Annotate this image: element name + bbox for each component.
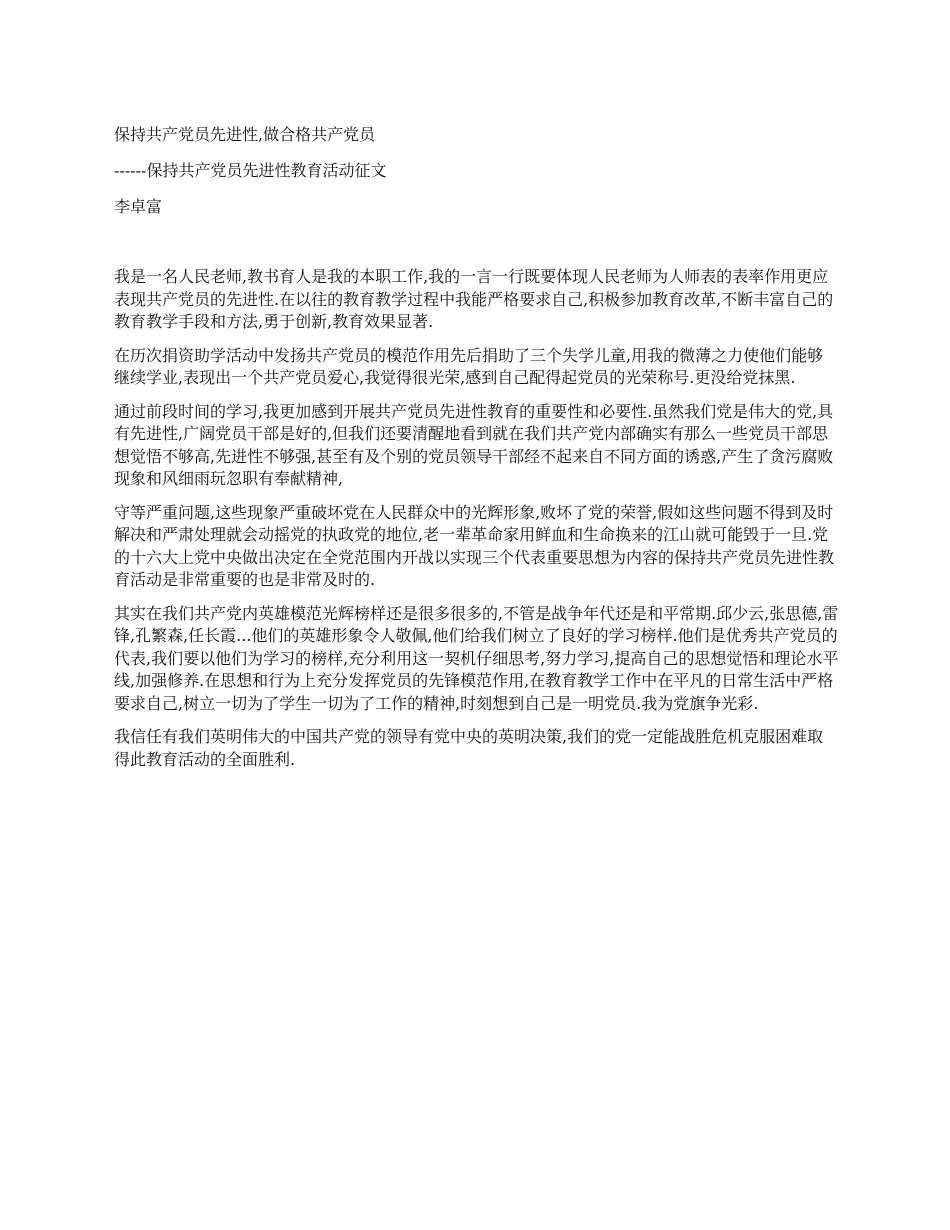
document-author: 李卓富 [114,197,163,216]
paragraph-4: 守等严重问题,这些现象严重破坏党在人民群众中的光辉形象,败坏了党的荣誉,假如这些问题不得到及时解决和严肃处理就会动摇党的执政党的地位,老一辈革命家用鲜血和生命换来的江山就可能毁于一旦.党的十六大上党中央做出决定在全党范围内开战以实现三个代表重要思想为内容的保持共产党员先进性教育活动是非常重要的也是非常及时的. [114,502,835,589]
paragraph-3: 通过前段时间的学习,我更加感到开展共产党员先进性教育的重要性和必要性.虽然我们党是伟大的党,具有先进性,广阔党员干部是好的,但我们还要清醒地看到就在我们共产党内部确实有那么一些党员干部思想觉悟不够高,先进性不够强,甚至有及个别的党员领导干部经不起来自不同方面的诱惑,产生了贪污腐败现象和风细雨玩忽职有奉献精神, [114,401,834,488]
paragraph-2: 在历次捐资助学活动中发扬共产党员的模范作用先后捐助了三个失学儿童,用我的微薄之力使他们能够继续学业,表现出一个共产党员爱心,我觉得很光荣,感到自己配得起党员的光荣称号.更没给党抹黑. [114,345,824,387]
paragraph-6: 我信任有我们英明伟大的中国共产党的领导有党中央的英明决策,我们的党一定能战胜危机克服困难取得此教育活动的全面胜利. [114,727,824,769]
document-page [114,122,839,782]
document-body [114,266,839,771]
document-title: 保持共产党员先进性,做合格共产党员 [114,125,376,144]
paragraph-1: 我是一名人民老师,教书育人是我的本职工作,我的一言一行既要体现人民老师为人师表的表率作用更应表现共产党员的先进性.在以往的教育教学过程中我能严格要求自己,积极参加教育改革,不断丰富自己的教育教学手段和方法,勇于创新,教育效果显著. [114,267,834,331]
paragraph-5: 其实在我们共产党内英雄模范光辉榜样还是很多很多的,不管是战争年代还是和平常期.邱少云,张思德,雷锋,孔繁森,任长霞...他们的英雄形象令人敬佩,他们给我们树立了良好的学习榜样.他们是优秀共产党员的代表,我们要以他们为学习的榜样,充分利用这一契机仔细思考,努力学习,提高自己的思想觉悟和理论水平线,加强修养.在思想和行为上充分发挥党员的先锋模范作用,在教育教学工作中在平凡的日常生活中严格要求自己,树立一切为了学生一切为了工作的精神,时刻想到自己是一明党员.我为党旗争光彩. [114,603,839,713]
document-subtitle: ------保持共产党员先进性教育活动征文 [114,161,387,180]
